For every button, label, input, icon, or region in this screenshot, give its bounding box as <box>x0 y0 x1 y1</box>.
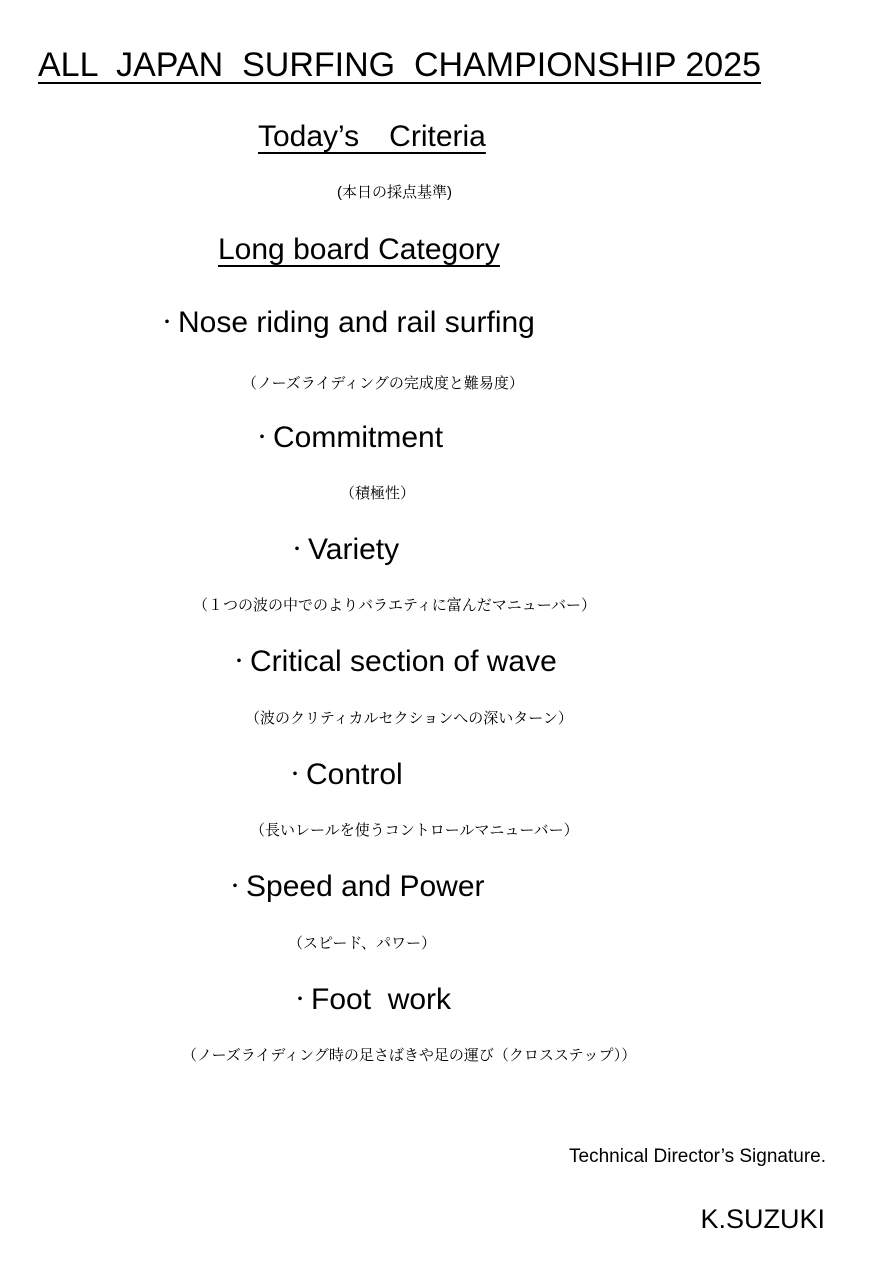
document-title: ALL JAPAN SURFING CHAMPIONSHIP 2025 <box>38 46 762 84</box>
criteria-heading-text: Commitment <box>273 421 444 454</box>
signature-name: K.SUZUKI <box>700 1204 825 1234</box>
bullet-icon: ・ <box>252 427 272 449</box>
criteria-note-jp: （積極性） <box>340 485 416 502</box>
criteria-heading <box>287 533 399 568</box>
criteria-note-jp: （ノーズライディングの完成度と難易度） <box>242 375 524 392</box>
criteria-heading-text: Critical section of wave <box>250 645 557 678</box>
criteria-note-jp: （１つの波の中でのよりバラエティに富んだマニューバー） <box>193 597 597 614</box>
criteria-heading <box>229 645 557 680</box>
criteria-heading-text: Nose riding and rail surfing <box>178 306 535 339</box>
bullet-icon: ・ <box>287 539 307 561</box>
subtitle-note-jp: (本日の採点基準) <box>337 184 452 201</box>
criteria-note-jp: （長いレールを使うコントロールマニューバー） <box>250 822 579 839</box>
bullet-icon: ・ <box>157 312 177 334</box>
criteria-heading-text: Foot work <box>311 983 452 1016</box>
bullet-icon: ・ <box>229 651 249 673</box>
criteria-note-jp: （波のクリティカルセクションへの深いターン） <box>245 710 573 727</box>
criteria-heading <box>225 870 485 905</box>
criteria-heading <box>290 983 451 1018</box>
bullet-icon: ・ <box>290 989 310 1011</box>
criteria-note-jp: （スピード、パワー） <box>288 935 437 952</box>
criteria-heading-text: Variety <box>308 533 400 566</box>
criteria-heading-text: Speed and Power <box>246 870 485 903</box>
criteria-heading-text: Control <box>306 758 403 791</box>
bullet-icon: ・ <box>225 876 245 898</box>
signature-label: Technical Director’s Signature. <box>569 1146 826 1167</box>
criteria-note-jp: （ノーズライディング時の足さばきや足の運び（クロスステップ）） <box>182 1047 637 1064</box>
criteria-heading <box>285 758 403 793</box>
subtitle: Today’s Criteria <box>258 120 486 153</box>
bullet-icon: ・ <box>285 764 305 786</box>
category-heading: Long board Category <box>218 233 500 266</box>
criteria-heading <box>252 421 443 456</box>
criteria-heading <box>157 306 535 341</box>
